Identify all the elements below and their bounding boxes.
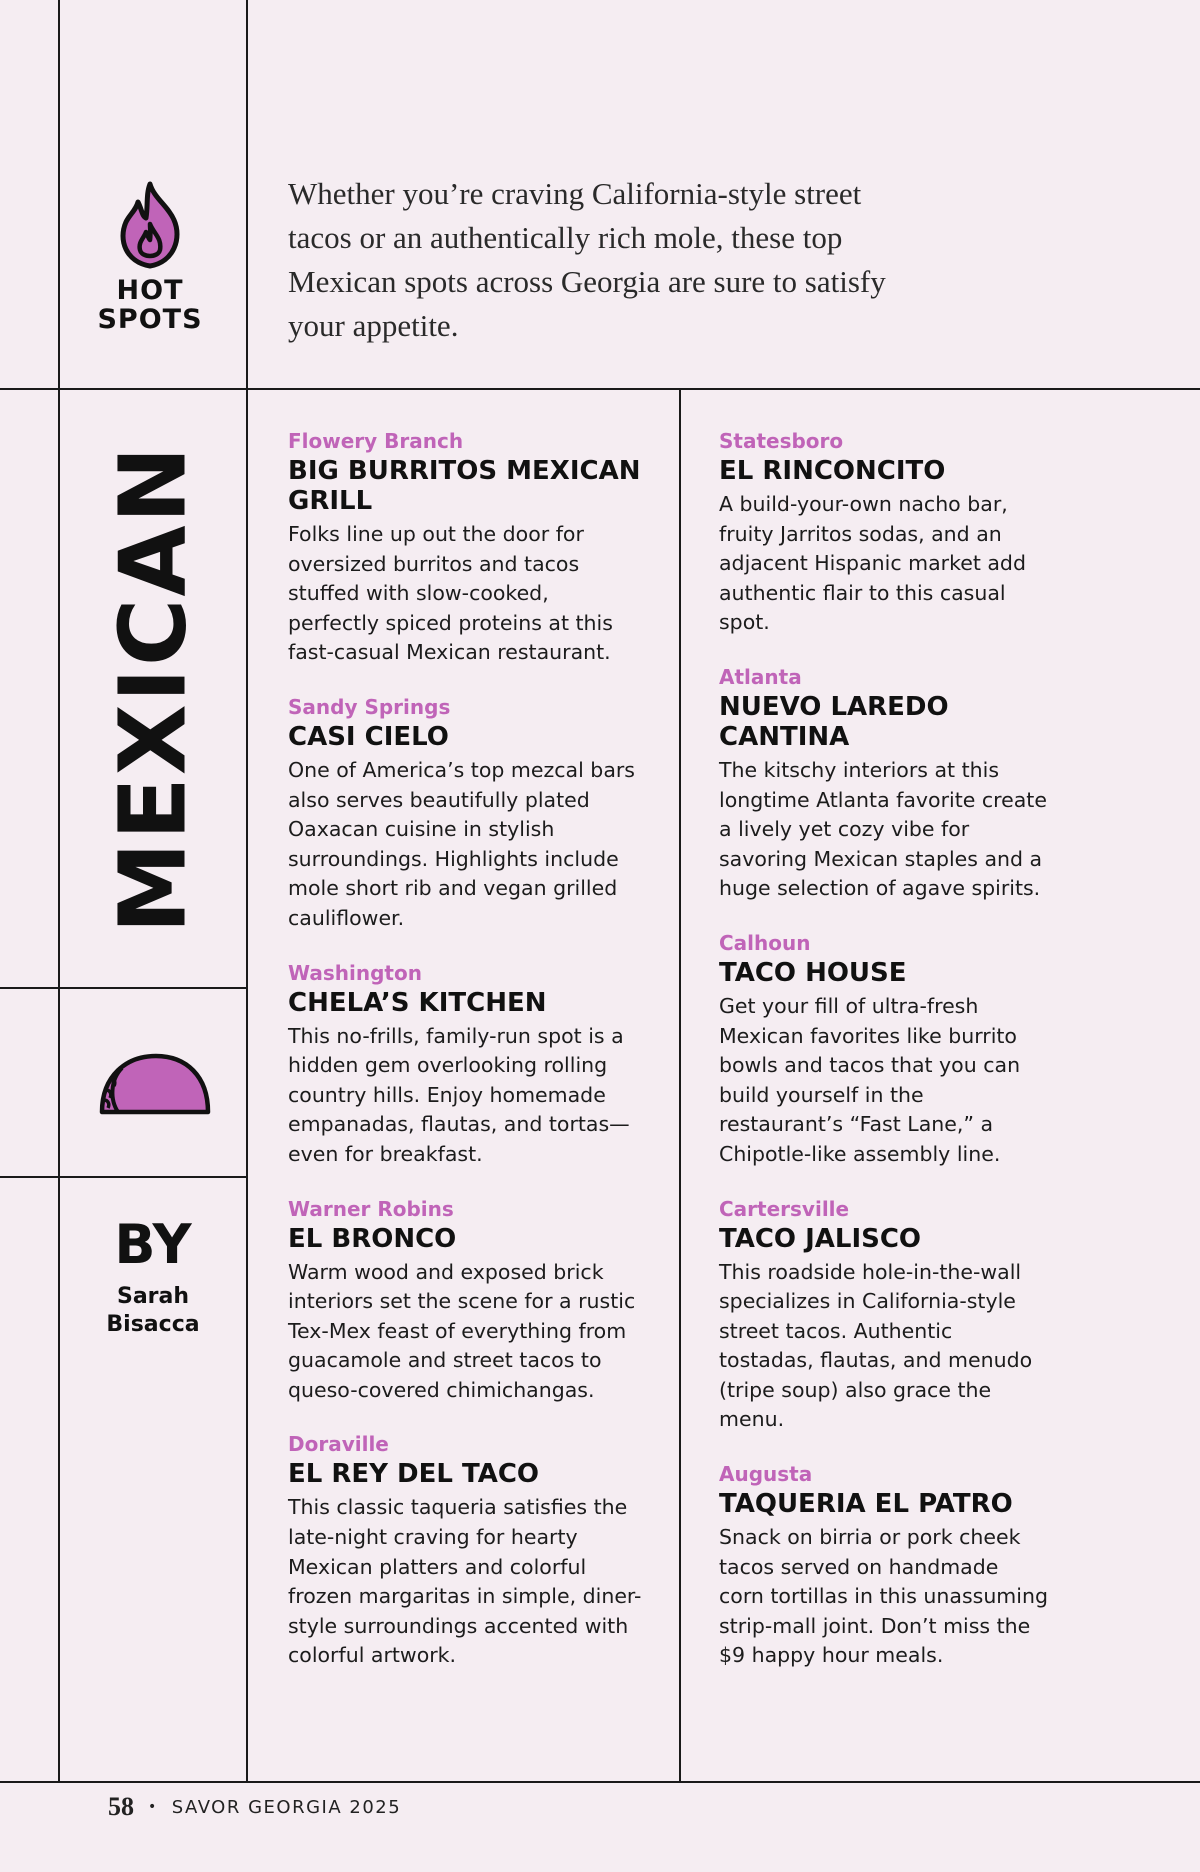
author-last-name: Bisacca	[106, 1312, 200, 1337]
author-name	[60, 1283, 246, 1339]
left-listing-column	[288, 428, 643, 1697]
restaurant-entry	[719, 1196, 1049, 1436]
icon-bottom-rule	[0, 1176, 248, 1178]
restaurant-entry	[288, 960, 643, 1170]
entry-name: EL RINCONCITO	[719, 456, 946, 486]
restaurant-entry	[719, 1461, 1049, 1671]
intro-paragraph: Whether you’re craving California-style street tacos or an authentically rich mole, these top Mexican spots across Georgia are sure to satisfy your appetite.	[288, 176, 886, 343]
entry-city: Statesboro	[719, 429, 844, 453]
column-divider-rule	[679, 389, 681, 1782]
entry-description: This roadside hole-in-the-wall specializes in California-style street tacos. Authentic tostadas, flautas, and menudo (tripe soup) also grace the menu.	[719, 1259, 1033, 1432]
entry-name: CASI CIELO	[288, 721, 449, 752]
page-footer	[108, 1792, 401, 1822]
entry-description: This no-frills, family-run spot is a hidden gem overlooking rolling country hills. Enjoy homemade empanadas, flautas, and tortas—even for breakfast.	[288, 1023, 630, 1166]
entry-description: This classic taqueria satisfies the late-night craving for hearty Mexican platters and colorful frozen margaritas in simple, diner-style surroundings accented with colorful artwork.	[288, 1495, 642, 1668]
right-listing-column	[719, 428, 1049, 1697]
hot-label: HOT	[116, 275, 184, 306]
entry-city: Washington	[288, 960, 422, 985]
footer-top-rule	[0, 1781, 1200, 1783]
entry-city: Atlanta	[719, 664, 802, 689]
entry-name: TAQUERIA EL PATRO	[719, 1489, 1013, 1520]
restaurant-entry	[288, 1196, 643, 1406]
by-label: BY	[114, 1213, 192, 1276]
entry-name: CHELA’S KITCHEN	[288, 987, 547, 1018]
entry-city: Sandy Springs	[288, 694, 451, 719]
entry-city: Flowery Branch	[288, 429, 464, 453]
sidebar-rule	[246, 0, 248, 1782]
entry-description: A build-your-own nacho bar, fruity Jarritos sodas, and an adjacent Hispanic market add authentic flair to this casual spot.	[719, 492, 1026, 635]
entry-name: TACO HOUSE	[719, 957, 907, 988]
author-first-name: Sarah	[116, 1284, 190, 1309]
restaurant-entry	[719, 428, 1049, 638]
entry-description: The kitschy interiors at this longtime Atlanta favorite create a lively yet cozy vibe for savoring Mexican staples and a huge selection of agave spirits.	[719, 757, 1047, 901]
entry-name: BIG BURRITOS MEXICAN GRILL	[288, 456, 641, 516]
entry-name: TACO JALISCO	[719, 1223, 922, 1254]
entry-name: EL BRONCO	[288, 1223, 457, 1254]
restaurant-entry	[288, 694, 643, 934]
spots-label: SPOTS	[97, 304, 203, 335]
hot-spots-badge	[60, 180, 240, 334]
restaurant-entry	[288, 1431, 643, 1671]
entry-description: Snack on birria or pork cheek tacos served on handmade corn tortillas in this unassuming strip-mall joint. Don’t miss the $9 happy hour meals.	[719, 1525, 1048, 1668]
entry-description: Warm wood and exposed brick interiors set the scene for a rustic Tex-Mex feast of everything from guacamole and street tacos to queso-covered chimichangas.	[288, 1259, 636, 1402]
footer-separator: •	[148, 1799, 158, 1815]
taco-icon	[96, 1050, 212, 1118]
entry-description: Get your fill of ultra-fresh Mexican favorites like burrito bowls and tacos that you can build yourself in the restaurant’s “Fast Lane,” a Chipotle-like assembly line.	[719, 993, 1021, 1166]
restaurant-entry	[719, 930, 1049, 1170]
entry-name: EL REY DEL TACO	[288, 1459, 540, 1490]
section-title-block	[60, 390, 246, 988]
entry-description: One of America’s top mezcal bars also serves beautifully plated Oaxacan cuisine in stylish surroundings. Highlights include mole short rib and vegan grilled cauliflower.	[288, 757, 635, 930]
byline	[60, 1215, 246, 1339]
entry-description: Folks line up out the door for oversized burritos and tacos stuffed with slow-cooked, perfectly spiced proteins at this fast-casual Mexican restaurant.	[288, 522, 613, 665]
entry-city: Warner Robins	[288, 1196, 454, 1221]
flame-icon	[112, 180, 188, 270]
entry-city: Augusta	[719, 1462, 813, 1487]
publication-name: SAVOR GEORGIA 2025	[171, 1796, 402, 1818]
entry-city: Cartersville	[719, 1196, 850, 1221]
restaurant-entry	[719, 664, 1049, 904]
section-title: MEXICAN	[99, 444, 207, 934]
entry-city: Calhoun	[719, 930, 811, 955]
page-number: 58	[108, 1792, 134, 1821]
entry-name: NUEVO LAREDO CANTINA	[719, 691, 949, 752]
entry-city: Doraville	[288, 1432, 389, 1457]
restaurant-entry	[288, 428, 643, 668]
